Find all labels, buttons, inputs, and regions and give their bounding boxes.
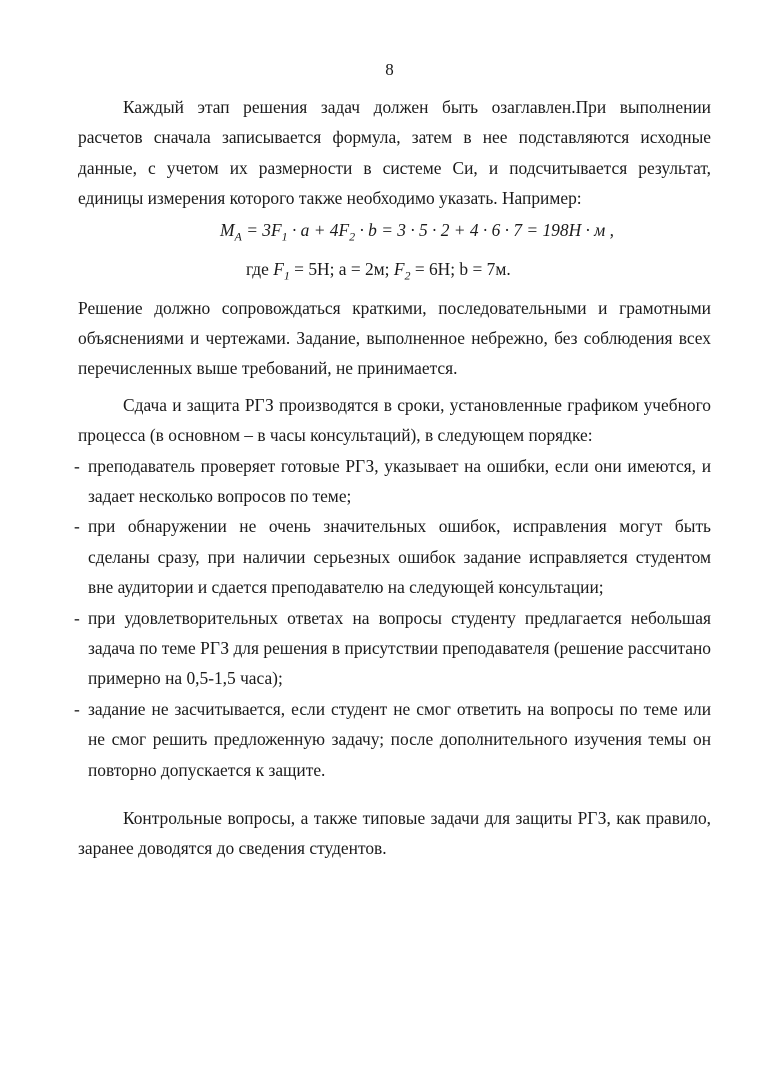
formula-moment-text: $M_A = 3F_1 \cdot a + 4F_2 \cdot b = 3 \cdot 5 \cdot 2 + 4 \cdot 6 \cdot 7 = 198H \cdot м$ , (220, 219, 614, 244)
paragraph-submission-order: Сдача и защита РГЗ производятся в сроки, установленные графиком учебного процесса (в основном – в часы консультаций), в следующем порядке: (78, 394, 711, 446)
list-item: - задание не засчитывается, если студент не смог ответить на вопросы по теме или не смог решить предложенную задачу; после дополнительного изучения темы он повторно допускается к защите. (78, 694, 711, 785)
formula-given-text: где $F_1 = 5H$; a = 2м; $F_2 = 6H$; b = 7м. (246, 259, 511, 283)
paragraph-stage-headings: Каждый этап решения задач должен быть озаглавлен.При выполнении расчетов сначала записывается формула, затем в нее подставляются исходные данные, с учетом их размерности в системе Си, и подсчитывается результат, единицы измерения которого также необходимо указать. Например: (78, 97, 711, 209)
formula-moment (78, 214, 711, 253)
paragraph-solution-requirements: Решение должно сопровождаться краткими, последовательными и грамотными объяснениями и чертежами. Задание, выполненное небрежно, без соблюдения всех перечисленных выше требований, не принимается. (78, 297, 711, 379)
list-item: - при удовлетворительных ответах на вопросы студенту предлагается небольшая задача по теме РГЗ для решения в присутствии преподавателя (решение рассчитано примерно на 0,5-1,5 часа); (78, 603, 711, 694)
list-item: - преподаватель проверяет готовые РГЗ, указывает на ошибки, если они имеются, и задает несколько вопросов по теме; (78, 451, 711, 512)
page-content (78, 92, 711, 864)
paragraph-control-questions: Контрольные вопросы, а также типовые задачи для защиты РГЗ, как правило, заранее доводятся до сведения студентов. (78, 808, 711, 859)
formula-given-values (78, 253, 711, 292)
submission-steps-list (78, 451, 711, 785)
list-item: - при обнаружении не очень значительных ошибок, исправления могут быть сделаны сразу, при наличии серьезных ошибок задание исправляется студентом вне аудитории и сдается преподавателю на следующей консультации; (78, 511, 711, 602)
page-number: 8 (385, 60, 394, 79)
